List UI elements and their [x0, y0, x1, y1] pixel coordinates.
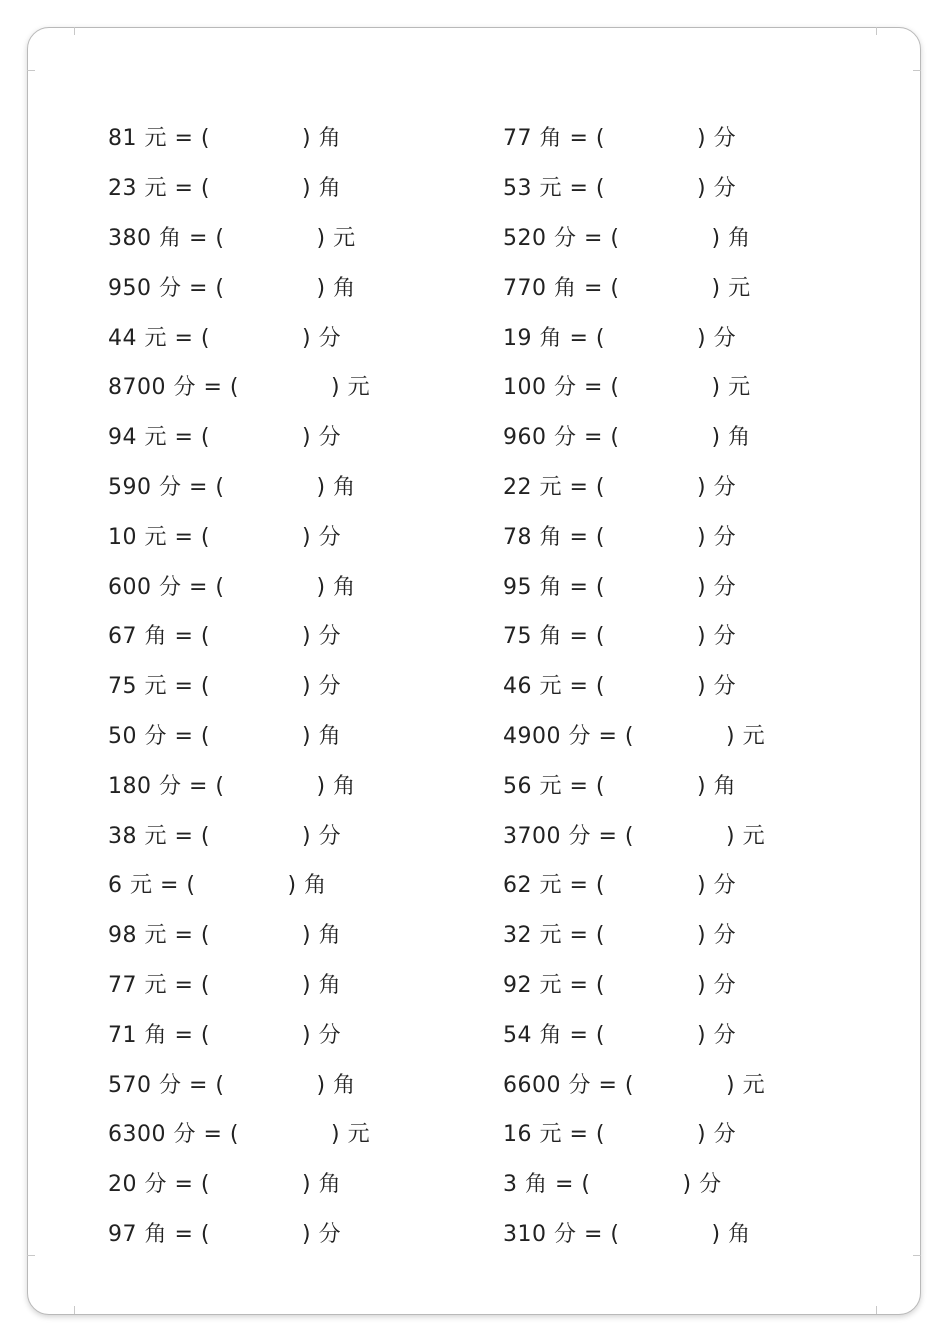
problem-question: 100 分 = ( [503, 375, 620, 401]
problem-question: 53 元 = ( [503, 176, 605, 202]
conversion-problem [503, 560, 765, 610]
problem-unit: ) 角 [316, 574, 356, 600]
conversion-problem [108, 1008, 370, 1058]
conversion-problem [108, 909, 370, 959]
conversion-problem [503, 112, 765, 162]
problem-unit: ) 分 [302, 524, 342, 550]
conversion-problem [503, 610, 765, 660]
conversion-problem [503, 710, 765, 760]
problem-unit: ) 角 [316, 773, 356, 799]
conversion-problem [503, 510, 765, 560]
conversion-problem [108, 311, 370, 361]
problem-unit: ) 元 [711, 275, 751, 301]
problem-question: 20 分 = ( [108, 1172, 210, 1198]
corner-tick-right-bottom [913, 1255, 921, 1256]
problem-unit: ) 元 [711, 375, 751, 401]
problem-question: 77 角 = ( [503, 126, 605, 152]
problem-question: 62 元 = ( [503, 873, 605, 899]
problem-unit: ) 分 [302, 1221, 342, 1247]
problem-unit: ) 分 [697, 674, 737, 700]
problem-unit: ) 元 [331, 375, 371, 401]
problem-unit: ) 角 [302, 972, 342, 998]
conversion-problem [503, 1108, 765, 1158]
problem-unit: ) 分 [302, 1022, 342, 1048]
problem-question: 77 元 = ( [108, 972, 210, 998]
problem-question: 6 元 = ( [108, 873, 196, 899]
problem-question: 71 角 = ( [108, 1022, 210, 1048]
problem-unit: ) 角 [302, 923, 342, 949]
problem-question: 310 分 = ( [503, 1221, 620, 1247]
conversion-problem [503, 461, 765, 511]
conversion-problem [503, 1058, 765, 1108]
problem-unit: ) 分 [697, 972, 737, 998]
problem-unit: ) 分 [697, 176, 737, 202]
problem-question: 180 分 = ( [108, 773, 225, 799]
conversion-problem [503, 261, 765, 311]
conversion-problem [108, 560, 370, 610]
conversion-problem [503, 660, 765, 710]
problem-unit: ) 角 [316, 1072, 356, 1098]
corner-tick-right-top [913, 70, 921, 71]
problem-question: 6600 分 = ( [503, 1072, 634, 1098]
conversion-problem [503, 909, 765, 959]
problem-question: 97 角 = ( [108, 1221, 210, 1247]
problem-question: 92 元 = ( [503, 972, 605, 998]
problem-unit: ) 分 [697, 574, 737, 600]
problem-question: 4900 分 = ( [503, 723, 634, 749]
problem-unit: ) 角 [711, 425, 751, 451]
problem-question: 16 元 = ( [503, 1122, 605, 1148]
conversion-problem [503, 1008, 765, 1058]
conversion-problem [108, 1108, 370, 1158]
problem-unit: ) 角 [316, 474, 356, 500]
conversion-problem [503, 361, 765, 411]
problem-question: 23 元 = ( [108, 176, 210, 202]
right-problem-column [503, 112, 765, 1257]
conversion-problem [108, 461, 370, 511]
problem-unit: ) 角 [711, 1221, 751, 1247]
problem-unit: ) 分 [697, 873, 737, 899]
problem-question: 770 角 = ( [503, 275, 620, 301]
problem-unit: ) 分 [302, 823, 342, 849]
problem-unit: ) 分 [697, 1122, 737, 1148]
problem-question: 3700 分 = ( [503, 823, 634, 849]
problem-question: 75 元 = ( [108, 674, 210, 700]
conversion-problem [108, 361, 370, 411]
conversion-problem [108, 212, 370, 262]
problem-question: 54 角 = ( [503, 1022, 605, 1048]
problem-question: 22 元 = ( [503, 474, 605, 500]
conversion-problem [503, 162, 765, 212]
conversion-problem [503, 959, 765, 1009]
conversion-problem [108, 710, 370, 760]
problem-unit: ) 元 [331, 1122, 371, 1148]
conversion-problem [108, 1208, 370, 1258]
problem-question: 8700 分 = ( [108, 375, 239, 401]
problem-question: 81 元 = ( [108, 126, 210, 152]
problem-question: 95 角 = ( [503, 574, 605, 600]
problem-unit: ) 分 [302, 624, 342, 650]
problem-unit: ) 分 [302, 674, 342, 700]
conversion-problem [503, 809, 765, 859]
problem-question: 44 元 = ( [108, 325, 210, 351]
problem-unit: ) 元 [726, 1072, 766, 1098]
problem-question: 75 角 = ( [503, 624, 605, 650]
problem-question: 78 角 = ( [503, 524, 605, 550]
problem-question: 50 分 = ( [108, 723, 210, 749]
problem-question: 94 元 = ( [108, 425, 210, 451]
problem-unit: ) 分 [697, 524, 737, 550]
problem-unit: ) 分 [302, 325, 342, 351]
conversion-problem [503, 859, 765, 909]
conversion-problem [108, 660, 370, 710]
corner-tick-left-bottom [27, 1255, 35, 1256]
problem-unit: ) 元 [726, 723, 766, 749]
problem-unit: ) 角 [697, 773, 737, 799]
conversion-problem [108, 809, 370, 859]
problem-question: 950 分 = ( [108, 275, 225, 301]
conversion-problem [108, 162, 370, 212]
problem-unit: ) 分 [697, 923, 737, 949]
problem-unit: ) 分 [682, 1172, 722, 1198]
problem-unit: ) 分 [697, 1022, 737, 1048]
problem-question: 10 元 = ( [108, 524, 210, 550]
conversion-problem [503, 759, 765, 809]
problem-question: 600 分 = ( [108, 574, 225, 600]
conversion-problem [503, 1208, 765, 1258]
problem-question: 46 元 = ( [503, 674, 605, 700]
conversion-problem [503, 1158, 765, 1208]
conversion-problem [108, 1058, 370, 1108]
problem-unit: ) 分 [697, 474, 737, 500]
conversion-problem [108, 859, 370, 909]
problem-question: 67 角 = ( [108, 624, 210, 650]
corner-tick-top-left [74, 27, 75, 35]
problem-unit: ) 角 [302, 723, 342, 749]
problem-question: 3 角 = ( [503, 1172, 591, 1198]
problem-question: 520 分 = ( [503, 225, 620, 251]
conversion-problem [108, 959, 370, 1009]
conversion-problem [108, 759, 370, 809]
problem-unit: ) 角 [302, 126, 342, 152]
worksheet-page [27, 27, 921, 1315]
problem-question: 570 分 = ( [108, 1072, 225, 1098]
problem-question: 19 角 = ( [503, 325, 605, 351]
problem-question: 56 元 = ( [503, 773, 605, 799]
problem-question: 960 分 = ( [503, 425, 620, 451]
problem-question: 32 元 = ( [503, 923, 605, 949]
conversion-problem [503, 311, 765, 361]
problem-question: 6300 分 = ( [108, 1122, 239, 1148]
problem-question: 38 元 = ( [108, 823, 210, 849]
corner-tick-left-top [27, 70, 35, 71]
problem-unit: ) 元 [726, 823, 766, 849]
problem-question: 590 分 = ( [108, 474, 225, 500]
problem-unit: ) 角 [287, 873, 327, 899]
problem-unit: ) 角 [302, 176, 342, 202]
problem-unit: ) 分 [697, 126, 737, 152]
problem-unit: ) 分 [697, 624, 737, 650]
left-problem-column [108, 112, 370, 1257]
problem-question: 380 角 = ( [108, 225, 225, 251]
conversion-problem [108, 112, 370, 162]
conversion-problem [108, 1158, 370, 1208]
conversion-problem [503, 411, 765, 461]
conversion-problem [108, 510, 370, 560]
conversion-problem [108, 411, 370, 461]
corner-tick-bottom-right [876, 1306, 877, 1314]
problem-unit: ) 分 [697, 325, 737, 351]
problem-unit: ) 角 [302, 1172, 342, 1198]
problem-unit: ) 元 [316, 225, 356, 251]
conversion-problem [108, 610, 370, 660]
conversion-problem [108, 261, 370, 311]
corner-tick-bottom-left [74, 1306, 75, 1314]
problem-unit: ) 角 [316, 275, 356, 301]
corner-tick-top-right [876, 27, 877, 35]
conversion-problem [503, 212, 765, 262]
problem-question: 98 元 = ( [108, 923, 210, 949]
problem-unit: ) 分 [302, 425, 342, 451]
problem-unit: ) 角 [711, 225, 751, 251]
